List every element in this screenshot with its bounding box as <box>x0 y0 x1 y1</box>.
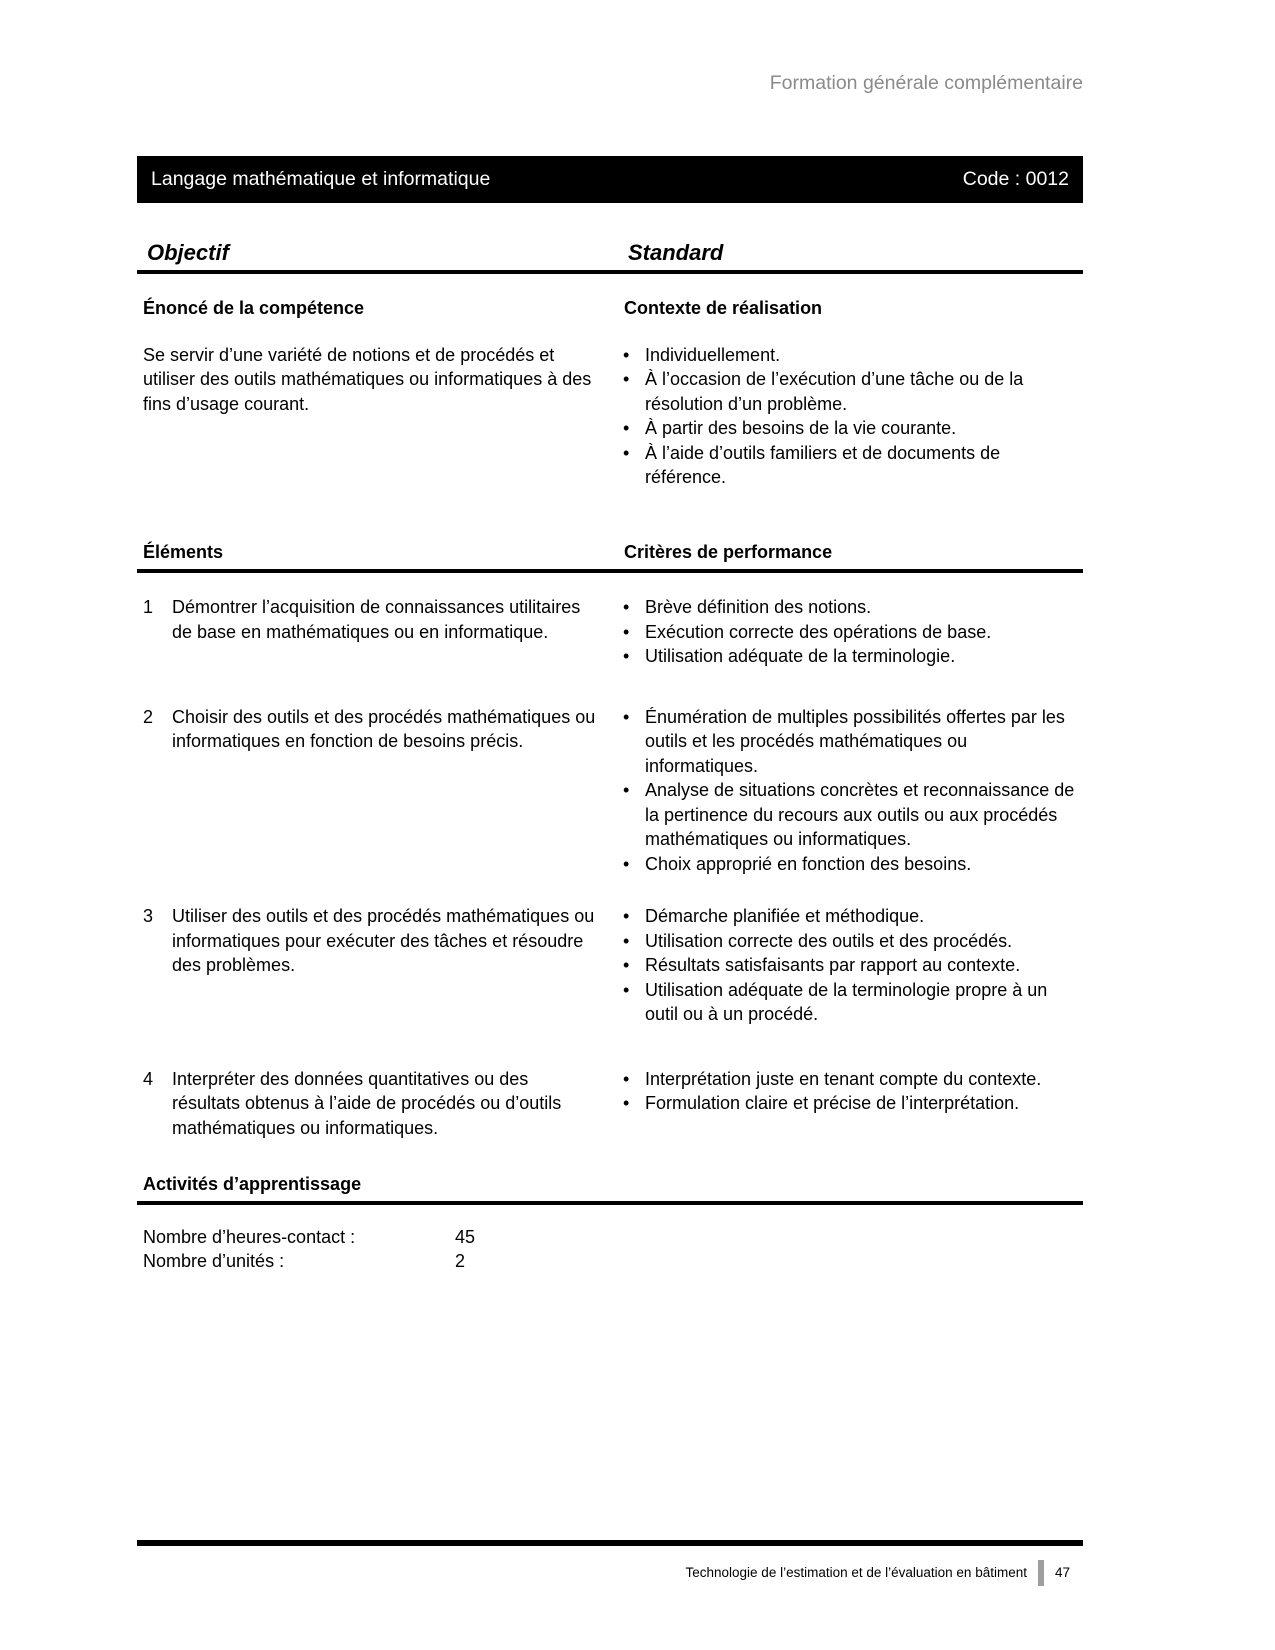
units-label: Nombre d’unités : <box>143 1251 285 1271</box>
element-text: Démontrer l’acquisition de connaissances utilitaires de base en mathématiques ou en informatique. <box>172 597 581 642</box>
objectif-heading: Objectif <box>147 240 229 265</box>
element-row-2 <box>137 705 1083 877</box>
element-number: 4 <box>143 1068 154 1089</box>
element-row-1 <box>137 595 1083 669</box>
criteria-list <box>618 1067 1083 1141</box>
course-title: Langage mathématique et informatique <box>151 168 491 191</box>
enonce-heading: Énoncé de la compétence <box>143 298 365 318</box>
competence-context-row <box>137 343 1083 490</box>
element-number: 1 <box>143 597 154 617</box>
bullet-item: • À partir des besoins de la vie courante. <box>618 416 1083 441</box>
criteria-item: • Énumération de multiples possibilités offertes par les outils et les procédés mathématiques ou informatiques. <box>618 705 1083 779</box>
footer-rule <box>137 1540 1083 1546</box>
elements-headers-row <box>137 540 1083 565</box>
element-text: Interpréter des données quantitatives ou des résultats obtenus à l’aide de procédés ou d’outils mathématiques ou informatiques. <box>172 1068 562 1138</box>
page-number: 47 <box>1054 1564 1070 1580</box>
hours-row <box>143 1225 1083 1250</box>
bullet-item: • À l’occasion de l’exécution d’une tâche ou de la résolution d’un problème. <box>618 367 1083 416</box>
element-item <box>137 904 599 1027</box>
element-item <box>137 595 599 669</box>
page-content <box>137 0 1083 1586</box>
hours-value: 45 <box>455 1226 476 1247</box>
criteria-item: • Brève définition des notions. <box>618 595 1083 620</box>
standard-heading: Standard <box>628 240 724 265</box>
criteria-list <box>618 904 1083 1027</box>
divider-rule <box>137 270 1083 274</box>
criteria-item: • Démarche planifiée et méthodique. <box>618 904 1083 929</box>
criteria-item: • Interprétation juste en tenant compte du contexte. <box>618 1067 1083 1092</box>
criteria-list <box>618 705 1083 877</box>
divider-rule <box>137 569 1083 573</box>
element-row-3 <box>137 904 1083 1027</box>
element-row-4 <box>137 1067 1083 1141</box>
contexte-heading: Contexte de réalisation <box>624 298 823 318</box>
element-number: 3 <box>143 906 154 926</box>
footer-divider-bar <box>1038 1560 1044 1586</box>
criteria-item: • Utilisation adéquate de la terminologie. <box>618 644 1083 669</box>
contexte-bullet-list <box>618 343 1083 490</box>
criteria-item: • Formulation claire et précise de l’interprétation. <box>618 1091 1083 1116</box>
course-code: Code : 0012 <box>962 168 1069 191</box>
criteria-item: • Utilisation adéquate de la terminologie propre à un outil ou à un procédé. <box>618 978 1083 1027</box>
element-text: Choisir des outils et des procédés mathématiques ou informatiques en fonction de besoins précis. <box>172 706 596 751</box>
enonce-text: Se servir d’une variété de notions et de procédés et utiliser des outils mathématiques ou informatiques à des fins d’usage courant. <box>143 344 592 414</box>
element-number: 2 <box>143 706 154 727</box>
activites-values <box>137 1225 1083 1274</box>
footer-text: Technologie de l’estimation et de l’évaluation en bâtiment <box>685 1564 1027 1580</box>
criteres-heading: Critères de performance <box>624 541 833 562</box>
criteria-item: • Analyse de situations concrètes et reconnaissance de la pertinence du recours aux outils ou aux procédés mathématiques ou informatiques. <box>618 778 1083 852</box>
criteria-item: • Utilisation correcte des outils et des procédés. <box>618 929 1083 954</box>
subheadings-row <box>137 296 1083 321</box>
bullet-item: • Individuellement. <box>618 343 1083 368</box>
hours-label: Nombre d’heures-contact : <box>143 1226 356 1247</box>
element-item <box>137 705 599 877</box>
criteria-list <box>618 595 1083 669</box>
units-row <box>143 1249 1083 1274</box>
element-text: Utiliser des outils et des procédés mathématiques ou informatiques pour exécuter des tâches et résoudre des problèmes. <box>172 906 595 975</box>
divider-rule <box>137 1201 1083 1205</box>
element-item <box>137 1067 599 1141</box>
page-footer <box>137 1560 1083 1586</box>
activites-heading: Activités d’apprentissage <box>143 1174 362 1194</box>
units-value: 2 <box>455 1251 466 1271</box>
bullet-item: • À l’aide d’outils familiers et de documents de référence. <box>618 441 1083 490</box>
elements-heading: Éléments <box>143 541 224 562</box>
criteria-item: • Exécution correcte des opérations de base. <box>618 620 1083 645</box>
page-header-label: Formation générale complémentaire <box>769 72 1083 94</box>
criteria-item: • Choix approprié en fonction des besoins. <box>618 852 1083 877</box>
criteria-item: • Résultats satisfaisants par rapport au contexte. <box>618 953 1083 978</box>
title-bar <box>137 156 1083 203</box>
column-headers <box>137 241 1083 265</box>
